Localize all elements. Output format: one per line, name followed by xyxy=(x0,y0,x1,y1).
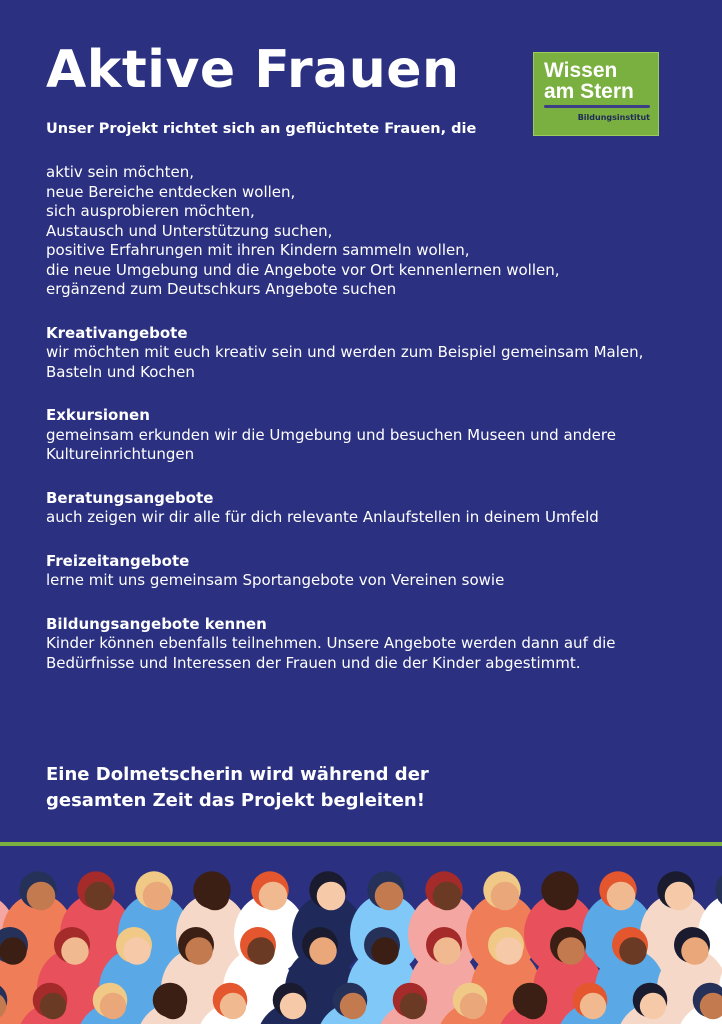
person-face xyxy=(85,882,114,911)
interpreter-notice: Eine Dolmetscherin wird während der gesamten Zeit das Projekt begleiten! xyxy=(46,764,429,811)
page-title: Aktive Frauen xyxy=(46,40,460,100)
list-item: Austausch und Unterstützung suchen, xyxy=(46,221,333,240)
section-heading: Freizeitangebote xyxy=(46,551,190,570)
person-face xyxy=(681,937,709,965)
person-face xyxy=(40,993,66,1019)
person-face xyxy=(247,937,275,965)
person-face xyxy=(375,882,404,911)
person-face xyxy=(607,882,636,911)
section-bildungsangebote xyxy=(46,615,666,674)
section-heading: Exkursionen xyxy=(46,406,150,424)
section-heading: Beratungsangebote xyxy=(46,488,214,507)
target-list xyxy=(46,163,666,300)
person-face xyxy=(280,993,306,1019)
logo-line-1: Wissen xyxy=(544,59,618,82)
person-face xyxy=(460,993,486,1019)
section-beratungsangebote xyxy=(46,489,666,528)
women-crowd-illustration xyxy=(0,846,722,1024)
logo-line-2: am Stern xyxy=(544,80,634,103)
person-face xyxy=(491,882,520,911)
person-face xyxy=(123,937,151,965)
person-face xyxy=(100,993,126,1019)
list-item: ergänzend zum Deutschkurs Angebote suchen xyxy=(46,280,397,298)
person-face xyxy=(160,993,186,1019)
person-face xyxy=(201,882,230,911)
intro-text: Unser Projekt richtet sich an geflüchtete Frauen, die xyxy=(46,121,477,137)
list-item: neue Bereiche entdecken wollen, xyxy=(46,182,296,201)
person-face xyxy=(640,993,666,1019)
section-text: gemeinsam erkunden wir die Umgebung und besuchen Museen und andere Kultureinrichtungen xyxy=(46,425,616,463)
person-face xyxy=(495,937,523,965)
section-heading: Bildungsangebote kennen xyxy=(46,614,267,633)
person-face xyxy=(185,937,213,965)
person-face xyxy=(371,937,399,965)
section-text: wir möchten mit euch kreativ sein und werden zum Beispiel gemeinsam Malen, Basteln und Kochen xyxy=(46,343,644,381)
person-face xyxy=(580,993,606,1019)
person-face xyxy=(317,882,346,911)
person-face xyxy=(220,993,246,1019)
person-face xyxy=(549,882,578,911)
person-face xyxy=(0,937,27,965)
list-item: positive Erfahrungen mit ihren Kindern sammeln wollen, xyxy=(46,241,470,259)
person-face xyxy=(143,882,172,911)
section-freizeitangebote xyxy=(46,552,666,591)
person-face xyxy=(433,882,462,911)
section-text: Kinder können ebenfalls teilnehmen. Unsere Angebote werden dann auf die Bedürfnisse und Interessen der Frauen und die der Kinder abgestimmt. xyxy=(46,634,616,672)
content-body xyxy=(46,163,666,673)
logo-brush-stroke xyxy=(544,105,650,108)
section-text: auch zeigen wir dir alle für dich relevante Anlaufstellen in deinem Umfeld xyxy=(46,508,599,526)
person-face xyxy=(61,937,89,965)
list-item: sich ausprobieren möchten, xyxy=(46,202,255,220)
person-face xyxy=(557,937,585,965)
wissen-am-stern-logo xyxy=(533,52,659,136)
person-face xyxy=(309,937,337,965)
person-face xyxy=(400,993,426,1019)
person-face xyxy=(27,882,56,911)
person-face xyxy=(520,993,546,1019)
section-text: lerne mit uns gemeinsam Sportangebote von Vereinen sowie xyxy=(46,571,505,589)
logo-subtitle: Bildungsinstitut xyxy=(577,113,650,122)
person-face xyxy=(433,937,461,965)
list-item: die neue Umgebung und die Angebote vor Ort kennenlernen wollen, xyxy=(46,260,560,279)
section-kreativangebote xyxy=(46,324,666,383)
person-face xyxy=(259,882,288,911)
person-face xyxy=(340,993,366,1019)
list-item: aktiv sein möchten, xyxy=(46,163,194,181)
person-face xyxy=(665,882,694,911)
illustration-svg xyxy=(0,846,722,1024)
person-face xyxy=(619,937,647,965)
section-exkursionen xyxy=(46,406,666,465)
section-heading: Kreativangebote xyxy=(46,323,188,342)
